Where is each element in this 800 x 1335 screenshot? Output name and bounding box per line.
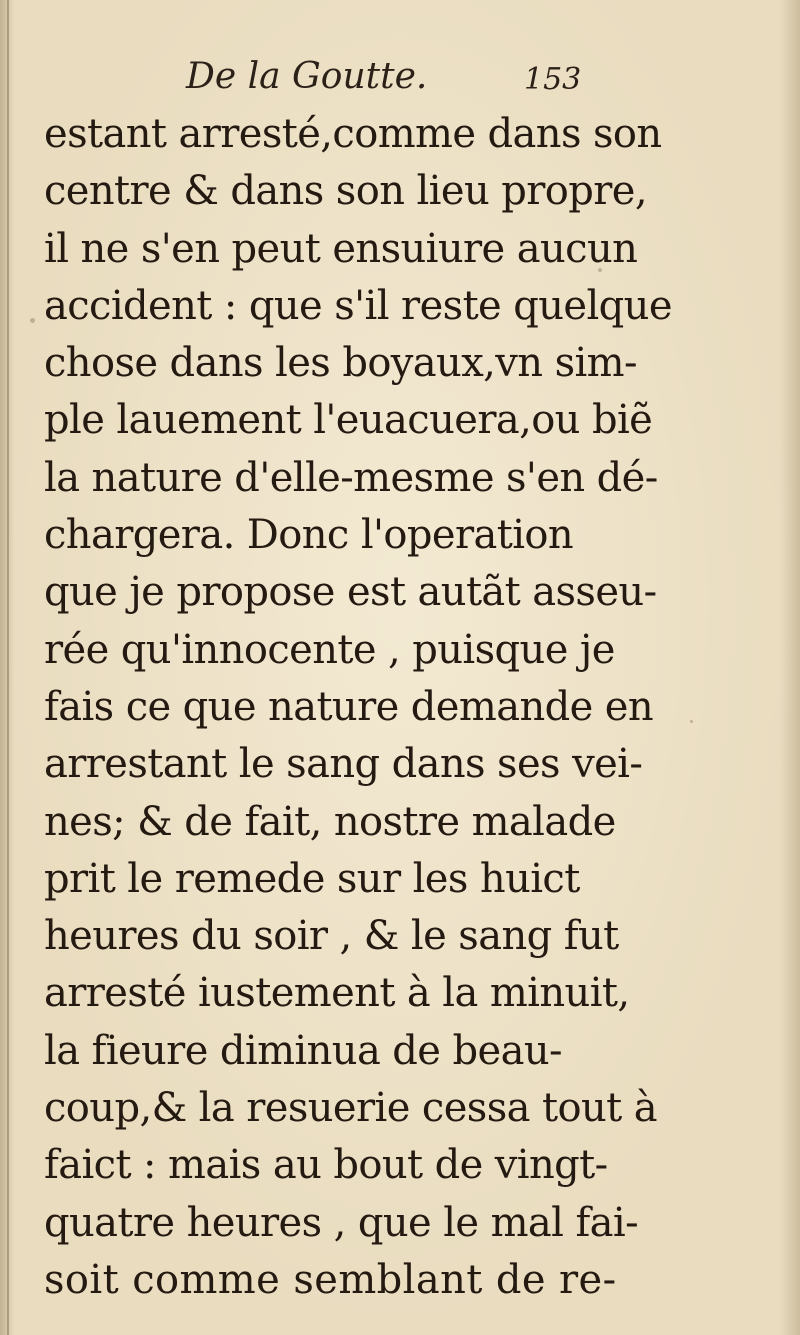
- text-line: prit le remede sur les huict: [44, 855, 580, 902]
- text-line: coup,& la resuerie cessa tout à: [44, 1085, 657, 1132]
- text-line: rée qu'innocente , puisque je: [44, 626, 615, 673]
- text-line: heures du soir , & le sang fut: [44, 913, 619, 960]
- ink-speck: [598, 268, 602, 272]
- text-line: accident : que s'il reste quelque: [44, 282, 672, 329]
- text-line: nes; & de fait, nostre malade: [44, 798, 616, 845]
- text-line: soit comme semblant de re-: [44, 1256, 617, 1303]
- ink-speck: [30, 318, 35, 323]
- ink-speck: [690, 720, 693, 723]
- body-text: [44, 106, 672, 1309]
- text-line: arresté iustement à la minuit,: [44, 970, 630, 1017]
- ink-speck: [640, 1100, 644, 1104]
- text-line: il ne s'en peut ensuiure aucun: [44, 225, 638, 272]
- page-header: [0, 56, 800, 106]
- page-gutter: [7, 0, 9, 1335]
- text-line: fais ce que nature demande en: [44, 683, 654, 730]
- text-line: chose dans les boyaux,vn sim-: [44, 340, 637, 387]
- text-line: la fieure diminua de beau-: [44, 1027, 562, 1074]
- text-line: centre & dans son lieu propre,: [44, 168, 647, 215]
- running-title: De la Goutte.: [186, 56, 428, 97]
- text-line: quatre heures , que le mal fai-: [44, 1199, 639, 1246]
- text-line: arrestant le sang dans ses vei-: [44, 741, 643, 788]
- text-line: que je propose est autãt asseu-: [44, 569, 657, 616]
- text-line: ple lauement l'euacuera,ou biẽ: [44, 397, 653, 444]
- text-line: la nature d'elle-mesme s'en dé-: [44, 454, 658, 501]
- text-line: estant arresté,comme dans son: [44, 111, 662, 157]
- text-line: chargera. Donc l'operation: [44, 512, 574, 559]
- text-line: faict : mais au bout de vingt-: [44, 1142, 608, 1189]
- page-number: 153: [524, 62, 582, 97]
